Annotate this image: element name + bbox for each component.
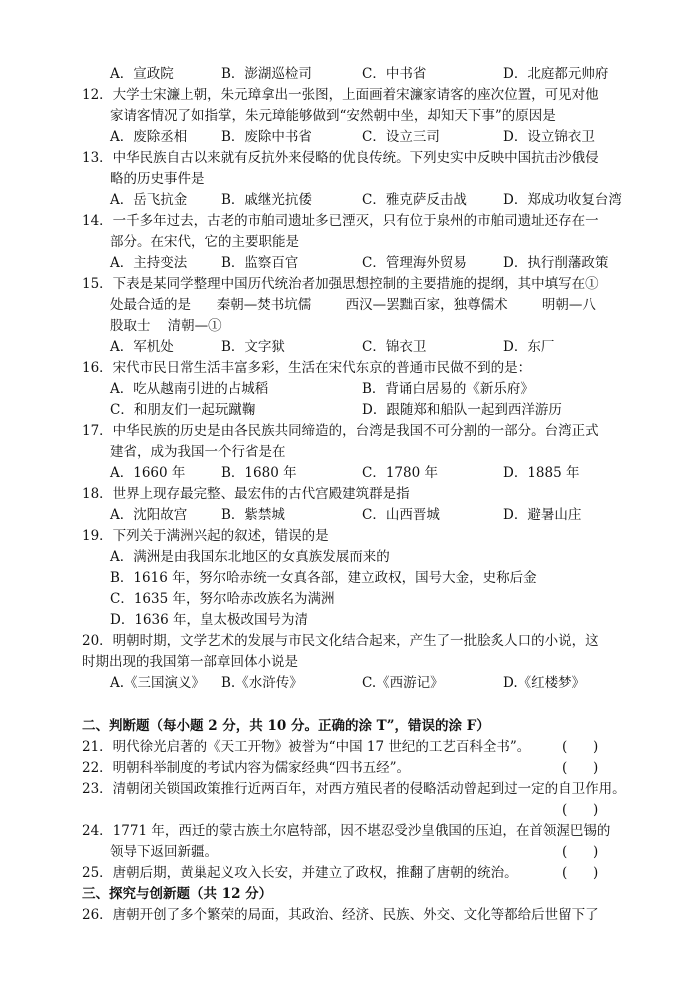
q22-statement: 22．明朝科举制度的考试内容为儒家经典“四书五经”。 <box>82 760 410 776</box>
q14-option-d: D．执行削藩政策 <box>503 255 609 271</box>
q13-stem-line2: 略的历史事件是 <box>110 171 205 187</box>
q14-stem-line1: 14．一千多年过去，古老的市舶司遗址多已湮灭，只有位于泉州的市舶司遗址还存在一 <box>82 213 599 229</box>
q17-option-b: B．1680 年 <box>221 465 297 481</box>
q11-option-c: C．中书省 <box>362 66 427 82</box>
q19-option-b: B．1616 年，努尔哈赤统一女真各部，建立政权，国号大金，史称后金 <box>110 570 537 586</box>
q20-stem-line2: 时期出现的我国第一部章回体小说是 <box>82 654 298 670</box>
q18-option-c: C．山西晋城 <box>362 507 440 523</box>
q14-stem-line2: 部分。在宋代，它的主要职能是 <box>110 234 299 250</box>
q12-option-b: B．废除中书省 <box>221 129 312 145</box>
q18-option-d: D．避暑山庄 <box>503 507 582 523</box>
q25-answer-blank[interactable]: ( ) <box>562 865 599 881</box>
q21-answer-blank[interactable]: ( ) <box>562 739 599 755</box>
section-2-title: 二、判断题（每小题 2 分，共 10 分。正确的涂 T”，错误的涂 F） <box>82 718 490 734</box>
q12-option-d: D．设立锦衣卫 <box>503 129 595 145</box>
q17-stem-line1: 17．中华民族的历史是由各民族共同缔造的，台湾是我国不可分割的一部分。台湾正式 <box>82 423 599 439</box>
q13-option-a: A．岳飞抗金 <box>110 192 188 208</box>
q20-option-b: B.《水浒传》 <box>221 675 303 691</box>
q14-option-b: B．监察百官 <box>221 255 299 271</box>
q13-option-b: B．戚继光抗倭 <box>221 192 312 208</box>
q25-statement: 25．唐朝后期，黄巢起义攻入长安，并建立了政权，推翻了唐朝的统治。 <box>82 865 518 881</box>
q14-option-a: A．主持变法 <box>110 255 188 271</box>
q15-stem-line2: 处最合适的是 秦朝—焚书坑儒 西汉—罢黜百家，独尊儒术 明朝—八 <box>110 297 596 313</box>
q13-option-d: D．郑成功收复台湾 <box>503 192 622 208</box>
q16-option-a: A．吃从越南引进的占城稻 <box>110 381 269 397</box>
q24-stem-line2: 领导下返回新疆。 <box>110 844 218 860</box>
q11-option-d: D．北庭都元帅府 <box>503 66 609 82</box>
q23-statement: 23．清朝闭关锁国政策推行近两百年，对西方殖民者的侵略活动曾起到过一定的自卫作用。 <box>82 781 626 797</box>
q19-stem: 19．下列关于满洲兴起的叙述，错误的是 <box>82 528 329 544</box>
q16-option-c: C．和朋友们一起玩蹴鞠 <box>110 402 256 418</box>
section-3-title: 三、探究与创新题（共 12 分） <box>82 886 273 902</box>
q15-stem-line3: 股取士 清朝—① <box>110 318 222 334</box>
q26-stem: 26．唐朝开创了多个繁荣的局面，其政治、经济、民族、外交、文化等都给后世留下了 <box>82 907 599 923</box>
q17-option-a: A．1660 年 <box>110 465 186 481</box>
q19-option-d: D．1636 年，皇太极改国号为清 <box>110 612 308 628</box>
q19-option-c: C．1635 年，努尔哈赤改族名为满洲 <box>110 591 335 607</box>
q17-stem-line2: 建省，成为我国一个行省是在 <box>110 444 286 460</box>
q11-option-a: A．宣政院 <box>110 66 174 82</box>
q16-option-d: D．跟随郑和船队一起到西洋游历 <box>362 402 562 418</box>
q15-option-a: A．军机处 <box>110 339 174 355</box>
q18-stem: 18．世界上现存最完整、最宏伟的古代宫殿建筑群是指 <box>82 486 410 502</box>
q12-stem-line1: 12．大学士宋濂上朝，朱元璋拿出一张图，上面画着宋濂家请客的座次位置，可见对他 <box>82 87 599 103</box>
q23-answer-blank[interactable]: ( ) <box>562 802 599 818</box>
q22-answer-blank[interactable]: ( ) <box>562 760 599 776</box>
q20-option-c: C.《西游记》 <box>362 675 444 691</box>
q19-option-a: A．满洲是由我国东北地区的女真族发展而来的 <box>110 549 390 565</box>
q16-option-b: B．背诵白居易的《新乐府》 <box>362 381 534 397</box>
q15-option-b: B．文字狱 <box>221 339 285 355</box>
q18-option-b: B．紫禁城 <box>221 507 285 523</box>
q12-option-a: A．废除丞相 <box>110 129 188 145</box>
q24-answer-blank[interactable]: ( ) <box>562 844 599 860</box>
q18-option-a: A．沈阳故宫 <box>110 507 188 523</box>
q11-option-b: B．澎湖巡检司 <box>221 66 312 82</box>
q17-option-c: C．1780 年 <box>362 465 438 481</box>
q14-option-c: C．管理海外贸易 <box>362 255 467 271</box>
q24-stem-line1: 24．1771 年，西迁的蒙古族土尔扈特部，因不堪忍受沙皇俄国的压迫，在首领渥巴锡的 <box>82 823 611 839</box>
q20-option-a: A.《三国演义》 <box>110 675 206 691</box>
q20-option-d: D.《红楼梦》 <box>503 675 586 691</box>
q13-stem-line1: 13．中华民族自古以来就有反抗外来侵略的优良传统。下列史实中反映中国抗击沙俄侵 <box>82 150 599 166</box>
q15-option-d: D．东厂 <box>503 339 555 355</box>
q17-option-d: D．1885 年 <box>503 465 580 481</box>
q21-statement: 21．明代徐光启著的《天工开物》被誉为“中国 17 世纪的工艺百科全书”。 <box>82 739 531 755</box>
q12-option-c: C．设立三司 <box>362 129 440 145</box>
q13-option-c: C．雅克萨反击战 <box>362 192 467 208</box>
q20-stem-line1: 20．明朝时期，文学艺术的发展与市民文化结合起来，产生了一批脍炙人口的小说，这 <box>82 633 599 649</box>
q12-stem-line2: 家请客情况了如指掌，朱元璋能够做到“安然朝中坐，却知天下事”的原因是 <box>110 108 556 124</box>
q15-option-c: C．锦衣卫 <box>362 339 427 355</box>
q15-stem-line1: 15．下表是某同学整理中国历代统治者加强思想控制的主要措施的提纲，其中填写在① <box>82 276 599 292</box>
q16-stem: 16．宋代市民日常生活丰富多彩，生活在宋代东京的普通市民做不到的是： <box>82 360 532 376</box>
